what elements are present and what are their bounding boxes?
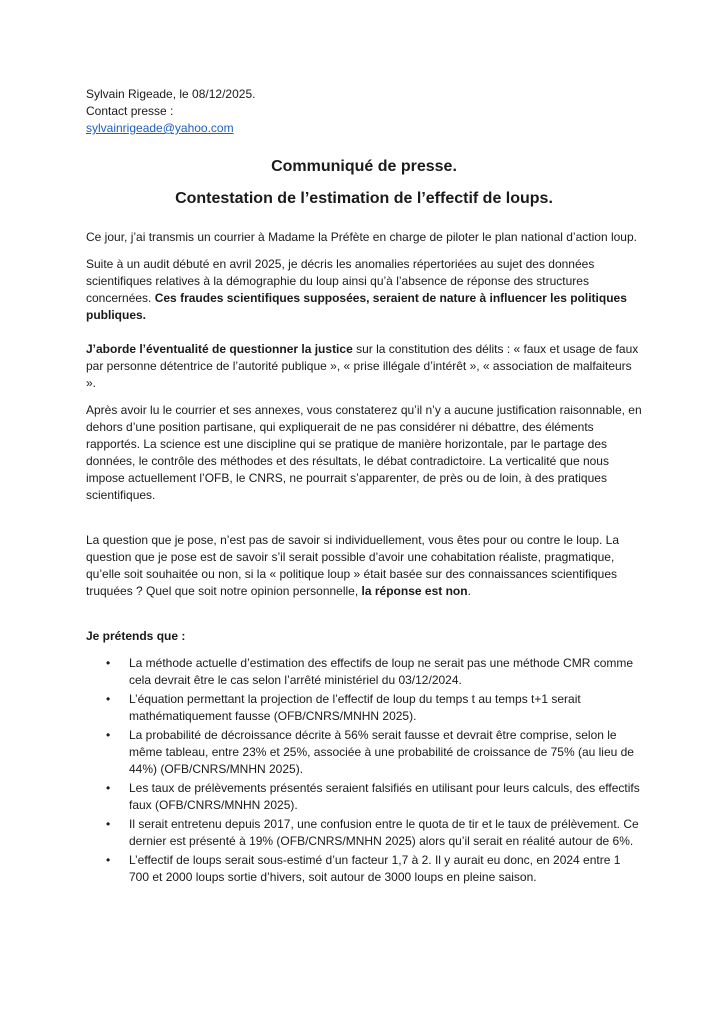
list-item-text: Les taux de prélèvements présentés seraient falsifiés en utilisant pour leurs calculs, des effectifs faux (OFB/CNRS/MNHN 2025). xyxy=(129,781,640,812)
list-item xyxy=(86,655,642,689)
list-item xyxy=(86,852,642,886)
list-item xyxy=(86,816,642,850)
paragraph-science: Après avoir lu le courrier et ses annexes, vous constaterez qu’il n’y a aucune justification raisonnable, en dehors d’une position partisane, qui expliquerait de ne pas considérer ni débattre, des éléments rapportés. La science est une discipline qui se pratique de manière horizontale, par le partage des données, le contrôle des méthodes et des résultats, le débat contradictoire. La verticalité que nous impose actuellement l’OFB, le CNRS, ne pourrait s’apparenter, de près ou de loin, à des pratiques scientifiques. xyxy=(86,403,642,502)
paragraph-question xyxy=(86,532,642,600)
paragraph-question-end: . xyxy=(467,584,471,598)
list-item-text: La méthode actuelle d’estimation des effectifs de loup ne serait pas une méthode CMR comme cela devrait être le cas selon l’arrêté ministériel du 03/12/2024. xyxy=(129,656,634,687)
list-item-text: L’effectif de loups serait sous-estimé d’un facteur 1,7 à 2. Il y aurait eu donc, en 2024 entre 1 700 et 2000 loups sortie d’hivers, soit autour de 3000 loups en pleine saison. xyxy=(129,853,621,884)
document-title: Communiqué de presse. xyxy=(271,158,457,175)
contact-email-line xyxy=(86,120,642,137)
author-date-line: Sylvain Rigeade, le 08/12/2025. xyxy=(86,87,256,101)
paragraph-justice-text: sur la constitution des délits : « faux et usage de faux par personne détentrice de l’autorité publique », « prise illégale d’intérêt », « association de malfaiteurs ». xyxy=(86,342,639,390)
list-item-text: L’équation permettant la projection de l’effectif de loup du temps t au temps t+1 serait mathématiquement fausse (OFB/CNRS/MNHN 2025). xyxy=(129,692,581,723)
paragraph-intro: Ce jour, j’ai transmis un courrier à Madame la Préfète en charge de piloter le plan national d’action loup. xyxy=(86,230,637,244)
document-subtitle: Contestation de l’estimation de l’effectif de loups. xyxy=(175,190,553,207)
press-release-document xyxy=(86,86,642,888)
list-item xyxy=(86,691,642,725)
paragraph-question-emphasis: la réponse est non xyxy=(361,584,468,598)
list-item xyxy=(86,780,642,814)
paragraph-justice-emphasis: J’aborde l’éventualité de questionner la justice xyxy=(86,342,353,356)
list-item xyxy=(86,727,642,778)
bullet-icon: • xyxy=(106,817,111,831)
paragraph-audit-text: Suite à un audit débuté en avril 2025, je décris les anomalies répertoriées au sujet des données scientifiques relatives à la démographie du loup ainsi qu’à l’absence de réponse des structures concernées. xyxy=(86,257,595,305)
bullet-icon: • xyxy=(106,728,111,742)
paragraph-audit xyxy=(86,256,642,324)
paragraph-audit-emphasis: Ces fraudes scientifiques supposées, seraient de nature à influencer les politiques publiques. xyxy=(86,291,627,322)
bullet-icon: • xyxy=(106,656,111,670)
bullet-icon: • xyxy=(106,853,111,867)
paragraph-justice xyxy=(86,341,642,392)
contact-email-link[interactable]: sylvainrigeade@yahoo.com xyxy=(86,121,234,135)
claims-heading: Je prétends que : xyxy=(86,629,186,643)
paragraph-question-text: La question que je pose, n’est pas de savoir si individuellement, vous êtes pour ou contre le loup. La question que je pose est de savoir s’il serait possible d’avoir une cohabitation réaliste, pragmatique, qu’elle soit souhaitée ou non, si la « politique loup » était basée sur des connaissances scientifiques truquées ? Quel que soit notre opinion personnelle, xyxy=(86,533,620,598)
bullet-icon: • xyxy=(106,692,111,706)
claims-list xyxy=(86,655,642,886)
contact-label: Contact presse : xyxy=(86,104,174,118)
list-item-text: Il serait entretenu depuis 2017, une confusion entre le quota de tir et le taux de prélèvement. Ce dernier est présenté à 19% (OFB/CNRS/MNHN 2025) alors qu’il serait en réalité autour de 6%. xyxy=(129,817,639,848)
bullet-icon: • xyxy=(106,781,111,795)
list-item-text: La probabilité de décroissance décrite à 56% serait fausse et devrait être comprise, selon le même tableau, entre 23% et 25%, associée à une probabilité de croissance de 75% (au lieu de 44%) (OFB/CNRS/MNHN 2025). xyxy=(129,728,634,776)
